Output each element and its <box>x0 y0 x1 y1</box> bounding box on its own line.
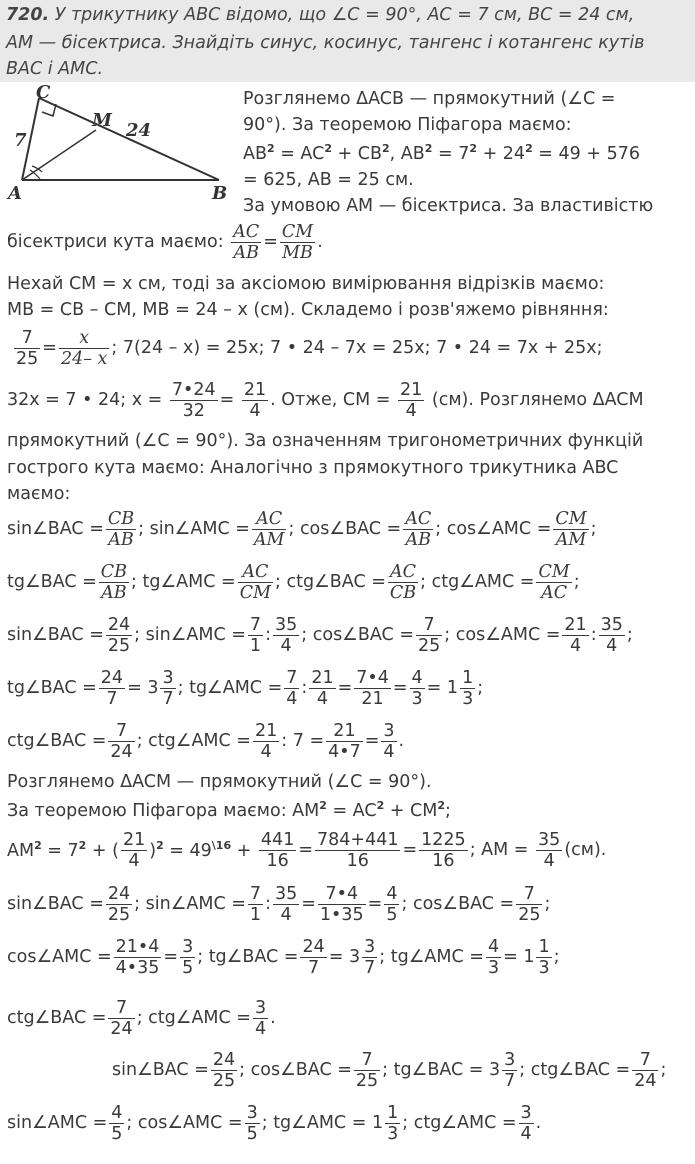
answer-row-2: sin∠AMC = $\frac{4}{5}$ ; cos∠AMC = $\frac{3}{5}$ ; tg∠AMC = 1 $\frac{1}{3}$ ; ctg∠AMC = $\frac{3}{4}$ . <box>7 1103 542 1145</box>
line-11: прямокутний (∠C = 90°). За означенням тригонометричних функцій <box>7 431 644 451</box>
line-2: 90°). За теоремою Піфагора маємо: <box>243 115 572 135</box>
row-definitions-2: tg∠BAC = $\frac{CB}{AB}$ ; tg∠AMC = $\frac{AC}{CM}$ ; ctg∠BAC = $\frac{AC}{CB}$ ; ctg∠AMC = $\frac{CM}{AC}$ ; <box>7 562 580 604</box>
row-values-1: sin∠BAC = $\frac{24}{25}$ ; sin∠AMC = $\frac{7}{1}$ : $\frac{35}{4}$ ; cos∠BAC = $\frac{7}{25}$ ; cos∠AMC = $\frac{21}{4}$ : $\frac{35}{4}$ ; <box>7 615 633 657</box>
fraction-cm-mb: $\frac{CM}{MB}$ <box>281 222 314 264</box>
problem-header <box>0 0 695 82</box>
line-12: гострого кута маємо: Аналогічно з прямокутного трикутника ABC <box>7 458 619 478</box>
row-results-3: ctg∠BAC = $\frac{7}{24}$ ; ctg∠AMC = $\frac{3}{4}$ . <box>7 998 276 1040</box>
triangle-figure <box>0 84 240 206</box>
row-results-1: sin∠BAC = $\frac{24}{25}$ ; sin∠AMC = $\frac{7}{1}$ : $\frac{35}{4}$ = $\frac{7•4}{1•35}$ = $\frac{4}{5}$ ; cos∠BAC = $\frac{7}{25}$ ; <box>7 884 551 926</box>
problem-line-3: BAC і AMC. <box>6 59 104 79</box>
line-4: = 625, AB = 25 см. <box>243 170 414 190</box>
line-9: $\frac{7}{25}$ = $\frac{x}{24- x}$ ; 7(24 – x) = 25x; 7 • 24 – 7x = 25x; 7 • 24 = 7x + 25x; <box>16 328 603 370</box>
line-25: $AM^2 = 7^2$ + ( $\frac{21}{4}$ )$^2 = 49^{\backslash 16}$ + $\frac{441}{16}$ = $\frac{784+441}{16}$ = $\frac{1225}{16}$ ; AM = $\frac{35}{4}$ (см). <box>7 830 607 872</box>
label-B: B <box>212 183 228 204</box>
line-23: Розглянемо ΔACM — прямокутний (∠C = 90°). <box>7 772 432 792</box>
line-24: За теоремою Піфагора маємо: $AM^2 = AC^2 + CM^2$; <box>7 799 451 821</box>
line-7: Нехай CM = x см, тоді за аксіомою вимірювання відрізків маємо: <box>7 274 605 294</box>
label-bc: 24 <box>126 120 152 141</box>
row-results-2: cos∠AMC = $\frac{21•4}{4•35}$ = $\frac{3}{5}$ ; tg∠BAC = $\frac{24}{7}$ = 3 $\frac{3}{7}$ ; tg∠AMC = $\frac{4}{3}$ = 1 $\frac{1}{3}$ ; <box>7 937 560 979</box>
label-ac: 7 <box>14 130 27 151</box>
answer-row-1: sin∠BAC = $\frac{24}{25}$ ; cos∠BAC = $\frac{7}{25}$ ; tg∠BAC = 3 $\frac{3}{7}$ ; ctg∠BAC = $\frac{7}{24}$ ; <box>112 1050 667 1092</box>
label-A: A <box>8 183 22 204</box>
label-C: C <box>36 84 51 103</box>
line-6: бісектриси кута маємо: $\frac{AC}{AB}$ = $\frac{CM}{MB}$ . <box>7 222 323 264</box>
line-5: За умовою AM — бісектриса. За властивістю <box>243 196 654 216</box>
line-8: MB = CB – CM, MB = 24 – x (см). Складемо і розв'яжемо рівняння: <box>7 300 609 320</box>
line-1: Розглянемо ΔACB — прямокутний (∠C = <box>243 89 616 109</box>
label-M: M <box>92 110 112 131</box>
row-values-3: ctg∠BAC = $\frac{7}{24}$ ; ctg∠AMC = $\frac{21}{4}$ : 7 = $\frac{21}{4•7}$ = $\frac{3}{4}$ . <box>7 721 405 763</box>
line-3: $AB^2 = AC^2 + CB^2$, $AB^2 = 7^2 + 24^2 = 49 + 576$ <box>243 142 640 164</box>
fraction-ac-ab: $\frac{AC}{AB}$ <box>233 222 260 264</box>
line-13: маємо: <box>7 484 71 504</box>
problem-line-2: AM — бісектриса. Знайдіть синус, косинус, тангенс і котангенс кутів <box>6 33 645 53</box>
problem-line-1: 720. У трикутнику ABC відомо, що ∠C = 90°, AC = 7 см, BC = 24 см, <box>6 5 635 25</box>
problem-number: 720. <box>6 5 50 25</box>
row-values-2: tg∠BAC = $\frac{24}{7}$ = 3 $\frac{3}{7}$ ; tg∠AMC = $\frac{7}{4}$ : $\frac{21}{4}$ = $\frac{7•4}{21}$ = $\frac{4}{3}$ = 1 $\frac{1}{3}$ ; <box>7 668 484 710</box>
row-definitions-1: sin∠BAC = $\frac{CB}{AB}$ ; sin∠AMC = $\frac{AC}{AM}$ ; cos∠BAC = $\frac{AC}{AB}$ ; cos∠AMC = $\frac{CM}{AM}$ ; <box>7 509 597 551</box>
line-10: 32x = 7 • 24; x = $\frac{7•24}{32}$ = $\frac{21}{4}$ . Отже, CM = $\frac{21}{4}$ (см). Розглянемо ΔACM <box>7 380 644 422</box>
